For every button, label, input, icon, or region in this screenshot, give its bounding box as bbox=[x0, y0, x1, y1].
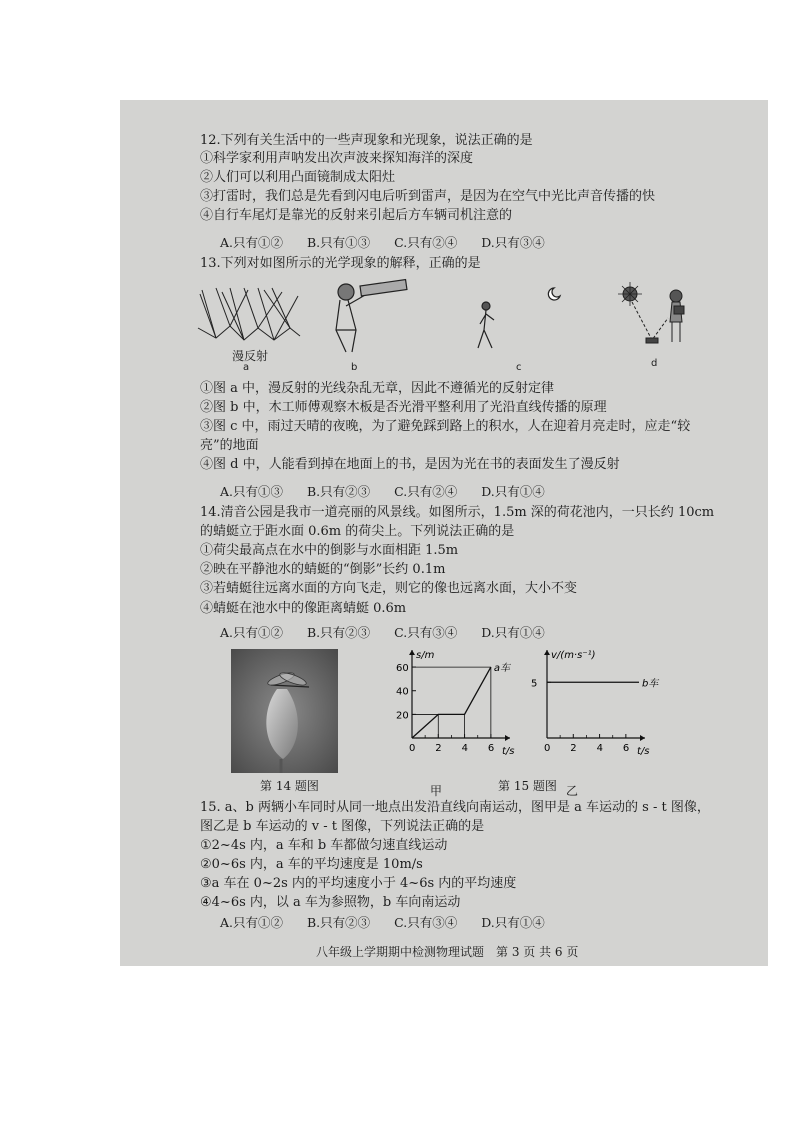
q14-item-1: ①荷尖最高点在水中的倒影与水面相距 1.5m bbox=[200, 543, 459, 558]
q14-option-d: D.只有①④ bbox=[481, 625, 545, 640]
q12-item-3: ③打雷时，我们总是先看到闪电后听到雷声，是因为在空气中光比声音传播的快 bbox=[200, 189, 656, 204]
figure-d-book-reflection bbox=[618, 278, 698, 368]
chart-yi-x-tick-label: 2 bbox=[570, 743, 577, 754]
q14-stem-line-2: 的蜻蜓立于距水面 0.6m 的荷尖上。下列说法正确的是 bbox=[200, 524, 515, 539]
dragonfly-lotus-photo bbox=[231, 649, 338, 773]
q15-option-a: A.只有①② bbox=[220, 915, 284, 930]
chart-jia-x-arrow bbox=[505, 735, 510, 741]
q15-option-b: B.只有②③ bbox=[307, 915, 371, 930]
q13-stem: 13.下列对如图所示的光学现象的解释，正确的是 bbox=[200, 256, 481, 271]
chart-jia-y-tick-label: 20 bbox=[396, 710, 409, 722]
figure-b-label: b bbox=[351, 362, 358, 373]
chart-jia-x-tick-label: 4 bbox=[461, 743, 468, 754]
q12-options bbox=[220, 233, 565, 251]
q12-item-4: ④自行车尾灯是靠光的反射来引起后方车辆司机注意的 bbox=[200, 208, 513, 223]
figure-a-diffuse-reflection bbox=[194, 282, 304, 350]
chart-yi-x-arrow bbox=[640, 735, 645, 741]
figure-b-carpenter bbox=[326, 276, 412, 356]
chart-yi-y-tick-label: 5 bbox=[531, 678, 538, 690]
chart-jia-y-tick-label: 40 bbox=[396, 686, 409, 698]
figure-a-caption: 漫反射 bbox=[232, 349, 269, 363]
q12-option-a: A.只有①② bbox=[220, 235, 284, 250]
chart-yi-x-label: t/s bbox=[637, 746, 650, 757]
q13-options bbox=[220, 482, 565, 500]
chart-jia-x-label: t/s bbox=[502, 746, 515, 757]
q14-item-3: ③若蜻蜓往远离水面的方向飞走，则它的像也远离水面，大小不变 bbox=[200, 581, 578, 596]
chart-yi-x-tick-label: 6 bbox=[622, 743, 630, 754]
chart-yi-y-arrow bbox=[544, 650, 550, 655]
q13-option-a: A.只有①③ bbox=[220, 484, 284, 499]
q12-item-2: ②人们可以利用凸面镜制成太阳灶 bbox=[200, 170, 396, 185]
q15-stem-line-1: 15. a、b 两辆小车同时从同一地点出发沿直线向南运动，图甲是 a 车运动的 s - t 图像， bbox=[200, 800, 710, 815]
q15-item-3: ③a 车在 0~2s 内的平均速度小于 4~6s 内的平均速度 bbox=[200, 876, 517, 891]
q12-item-1: ①科学家利用声呐发出次声波来探知海洋的深度 bbox=[200, 151, 474, 166]
q13-option-b: B.只有②③ bbox=[307, 484, 371, 499]
chart-jia-y-tick-label: 60 bbox=[396, 663, 409, 675]
q15-item-1: ①2~4s 内，a 车和 b 车都做匀速直线运动 bbox=[200, 838, 448, 853]
chart-yi-y-label: v/(m·s⁻¹) bbox=[551, 650, 596, 661]
chart-jia-x-tick-label: 2 bbox=[435, 743, 442, 754]
chart-yi-x-tick-label: 4 bbox=[596, 743, 603, 754]
q13-item-3-cont: 亮”的地面 bbox=[200, 438, 259, 453]
q14-item-2: ②映在平静池水的蜻蜓的“倒影”长约 0.1m bbox=[200, 562, 446, 577]
q15-options bbox=[220, 913, 565, 931]
q14-option-a: A.只有①② bbox=[220, 625, 284, 640]
chart-jia-x-tick-label: 6 bbox=[487, 743, 495, 754]
q13-item-2: ②图 b 中，木工师傅观察木板是否光滑平整利用了光沿直线传播的原理 bbox=[200, 400, 607, 415]
q15-option-c: C.只有③④ bbox=[394, 915, 458, 930]
figure-c-night-walk bbox=[470, 280, 580, 358]
q13-option-c: C.只有②④ bbox=[394, 484, 458, 499]
chart-jia-y-arrow bbox=[409, 650, 415, 655]
figure-c-label: c bbox=[516, 362, 522, 373]
chart-jia-name: 甲 bbox=[430, 784, 443, 798]
chart-jia-s-t bbox=[390, 642, 525, 772]
q14-option-c: C.只有③④ bbox=[394, 625, 458, 640]
chart-yi-v-t bbox=[525, 642, 660, 772]
figure-a-label: a bbox=[243, 362, 250, 373]
page-footer: 八年级上学期期中检测物理试题 第 3 页 共 6 页 bbox=[316, 945, 579, 959]
q15-stem-line-2: 图乙是 b 车运动的 v - t 图像，下列说法正确的是 bbox=[200, 819, 485, 834]
q12-option-c: C.只有②④ bbox=[394, 235, 458, 250]
q12-option-d: D.只有③④ bbox=[481, 235, 545, 250]
exam-page bbox=[120, 100, 768, 966]
q13-item-3: ③图 c 中，雨过天晴的夜晚，为了避免踩到路上的积水，人在迎着月亮走时，应走“较 bbox=[200, 419, 691, 434]
chart-yi-x-tick-label: 0 bbox=[544, 743, 551, 754]
chart-jia-series-name: a车 bbox=[493, 663, 510, 675]
figure-15-caption: 第 15 题图 bbox=[498, 779, 557, 793]
figure-d-label: d bbox=[651, 358, 658, 369]
q13-item-4: ④图 d 中，人能看到掉在地面上的书，是因为光在书的表面发生了漫反射 bbox=[200, 457, 620, 472]
q12-stem: 12.下列有关生活中的一些声现象和光现象，说法正确的是 bbox=[200, 133, 533, 148]
chart-jia-y-label: s/m bbox=[416, 650, 435, 661]
q14-option-b: B.只有②③ bbox=[307, 625, 371, 640]
q12-option-b: B.只有①③ bbox=[307, 235, 371, 250]
q13-option-d: D.只有①④ bbox=[481, 484, 545, 499]
q14-item-4: ④蜻蜓在池水中的像距离蜻蜓 0.6m bbox=[200, 601, 407, 616]
q15-item-4: ④4~6s 内，以 a 车为参照物，b 车向南运动 bbox=[200, 895, 461, 910]
chart-yi-series-name: b车 bbox=[642, 678, 659, 690]
chart-yi-name: 乙 bbox=[566, 784, 579, 798]
chart-jia-series-line bbox=[412, 667, 491, 738]
figure-14-caption: 第 14 题图 bbox=[260, 779, 319, 793]
q14-options bbox=[220, 623, 565, 641]
chart-jia-x-tick-label: 0 bbox=[409, 743, 416, 754]
q15-option-d: D.只有①④ bbox=[481, 915, 545, 930]
q14-stem-line-1: 14.清音公园是我市一道亮丽的风景线。如图所示，1.5m 深的荷花池内，一只长约 10cm bbox=[200, 505, 715, 520]
q13-item-1: ①图 a 中，漫反射的光线杂乱无章，因此不遵循光的反射定律 bbox=[200, 381, 555, 396]
q15-item-2: ②0~6s 内，a 车的平均速度是 10m/s bbox=[200, 857, 423, 872]
